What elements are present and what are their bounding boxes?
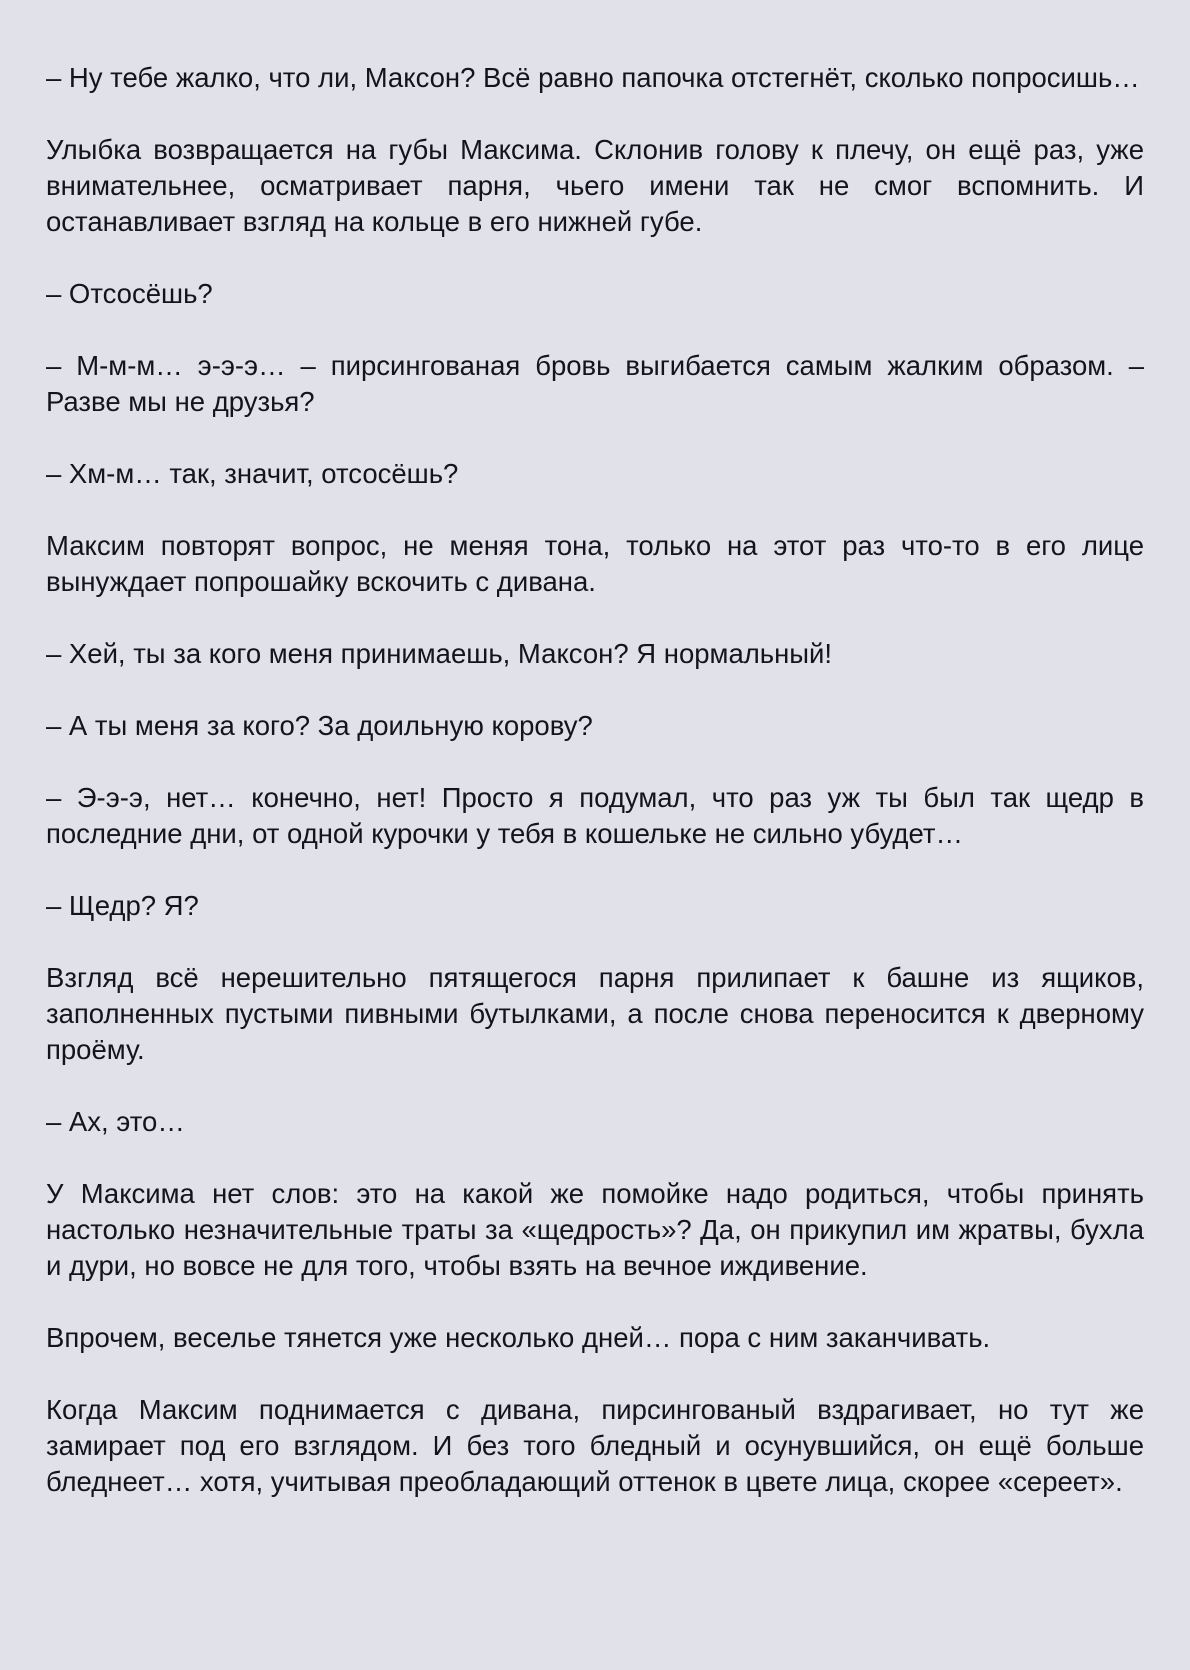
paragraph-12: – Ах, это… (46, 1106, 185, 1137)
document-page (46, 60, 1144, 1536)
paragraph-1: – Ну тебе жалко, что ли, Максон? Всё равно папочка отстегнёт, сколько попросишь… (46, 62, 1140, 93)
paragraph-4: – М-м-м… э-э-э… – пирсингованая бровь выгибается самым жалким образом. – Разве мы не друзья? (46, 350, 1144, 417)
paragraph-7: – Хей, ты за кого меня принимаешь, Максон? Я нормальный! (46, 638, 833, 669)
paragraph-15: Когда Максим поднимается с дивана, пирсингованый вздрагивает, но тут же замирает под его взглядом. И без того бледный и осунувшийся, он ещё больше бледнеет… хотя, учитывая преобладающий оттенок в цвете лица, скорее «сереет». (46, 1394, 1144, 1497)
paragraph-5: – Хм-м… так, значит, отсосёшь? (46, 458, 459, 489)
paragraph-11: Взгляд всё нерешительно пятящегося парня прилипает к башне из ящиков, заполненных пустыми пивными бутылками, а после снова переносится к дверному проёму. (46, 962, 1144, 1065)
paragraph-3: – Отсосёшь? (46, 278, 213, 309)
paragraph-9: – Э-э-э, нет… конечно, нет! Просто я подумал, что раз уж ты был так щедр в последние дни, от одной курочки у тебя в кошельке не сильно убудет… (46, 782, 1144, 849)
paragraph-10: – Щедр? Я? (46, 890, 199, 921)
paragraph-13: У Максима нет слов: это на какой же помойке надо родиться, чтобы принять настолько незначительные траты за «щедрость»? Да, он прикупил им жратвы, бухла и дури, но вовсе не для того, чтобы взять на вечное иждивение. (46, 1178, 1144, 1281)
paragraph-8: – А ты меня за кого? За доильную корову? (46, 710, 593, 741)
paragraph-2: Улыбка возвращается на губы Максима. Склонив голову к плечу, он ещё раз, уже внимательнее, осматривает парня, чьего имени так не смог вспомнить. И останавливает взгляд на кольце в его нижней губе. (46, 134, 1144, 237)
paragraph-6: Максим повторят вопрос, не меняя тона, только на этот раз что-то в его лице вынуждает попрошайку вскочить с дивана. (46, 530, 1144, 597)
paragraph-14: Впрочем, веселье тянется уже несколько дней… пора с ним заканчивать. (46, 1322, 991, 1353)
